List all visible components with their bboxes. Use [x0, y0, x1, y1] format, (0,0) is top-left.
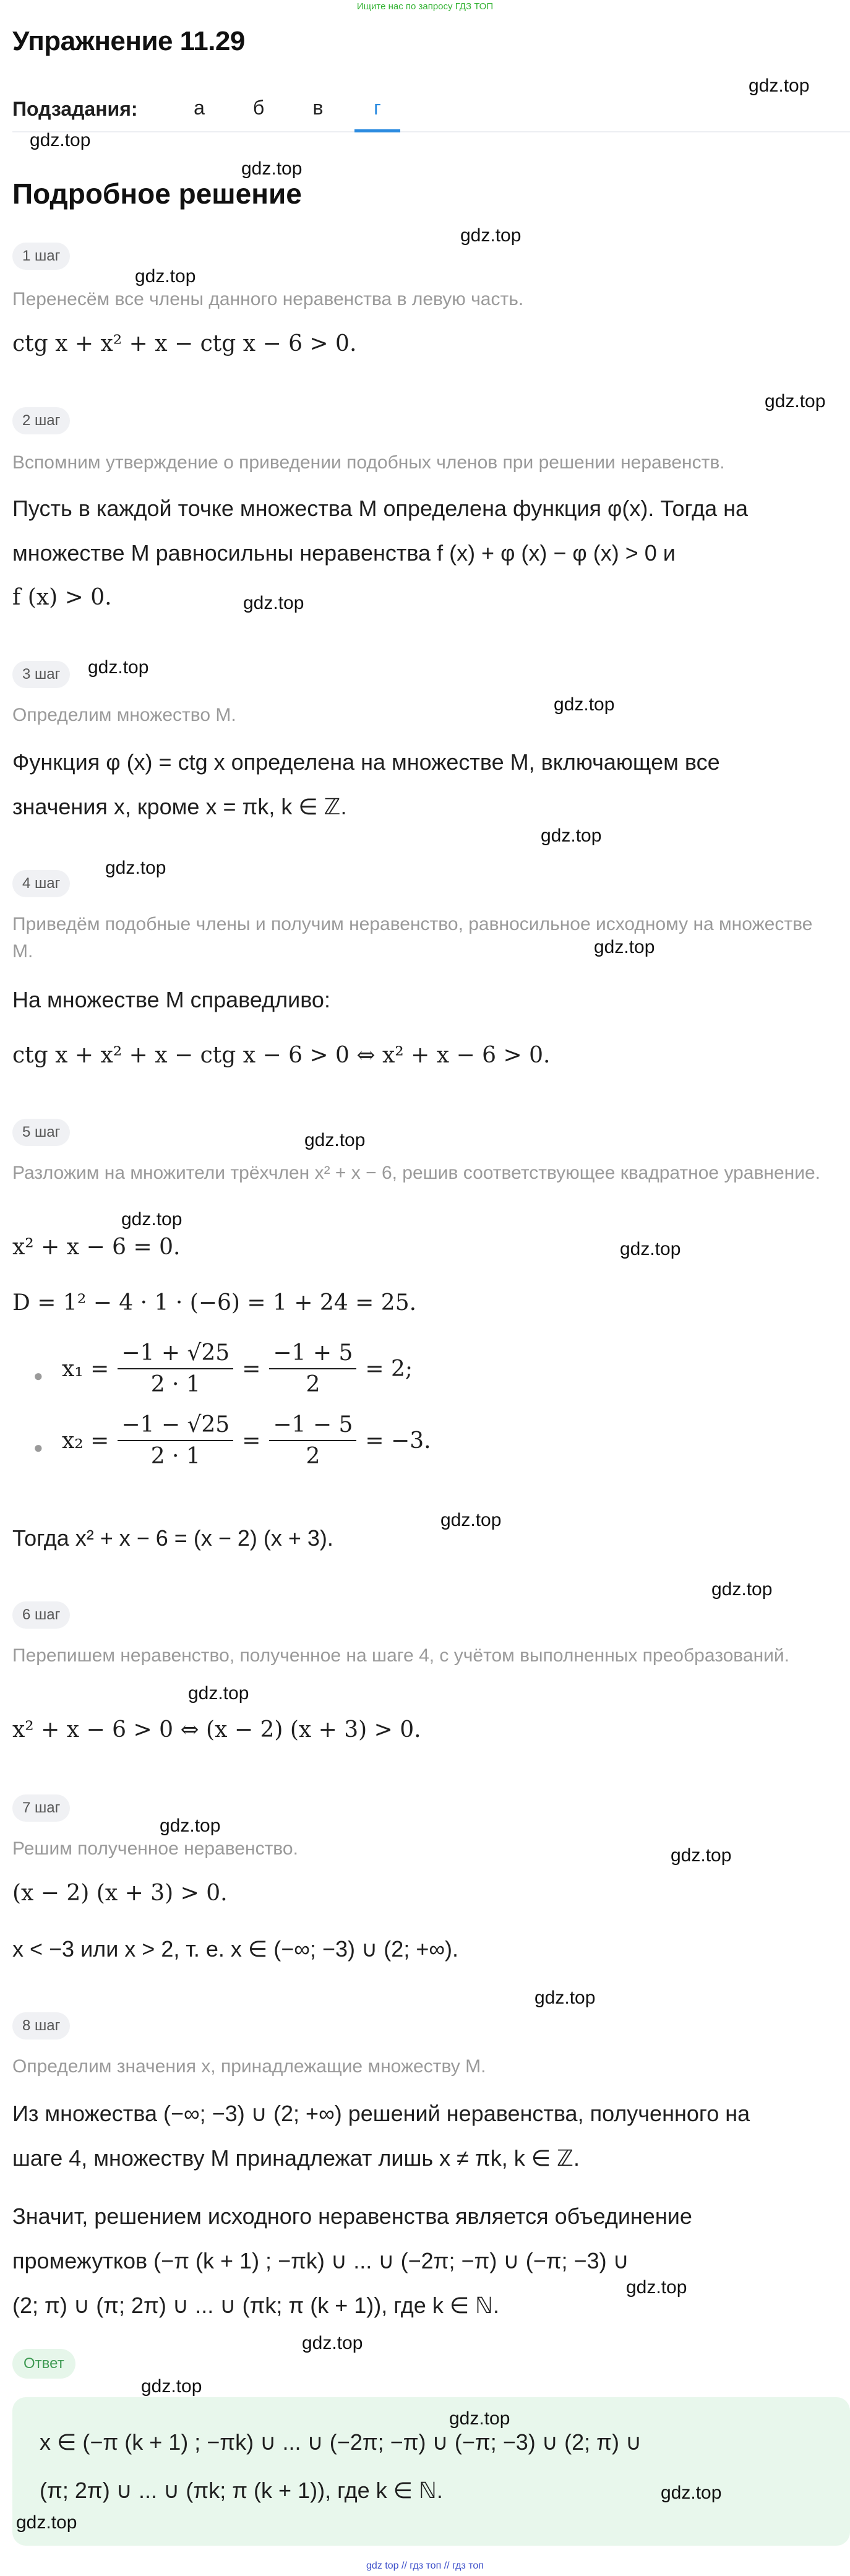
- x1-denominator-2: 2: [306, 1372, 320, 1397]
- watermark: gdz.top: [671, 1845, 732, 1866]
- x1-fraction-1: [118, 1340, 233, 1397]
- root-x2: [62, 1412, 431, 1469]
- x2-equals: =: [242, 1428, 261, 1454]
- answer-line-2: (π; 2π) ∪ ... ∪ (πk; π (k + 1)), где k ∈ ℕ.: [40, 2478, 443, 2503]
- watermark: gdz.top: [135, 266, 196, 286]
- footer-links[interactable]: gdz top // гдз топ // гдз топ: [366, 2561, 484, 2571]
- step-1-hint: Перенесём все члены данного неравенства в левую часть.: [12, 289, 524, 309]
- watermark: gdz.top: [141, 2376, 202, 2397]
- step-6-badge: 6 шаг: [12, 1601, 70, 1629]
- answer-line-1: x ∈ (−π (k + 1) ; −πk) ∪ ... ∪ (−2π; −π) ∪ (−π; −3) ∪ (2; π) ∪: [40, 2429, 642, 2455]
- step-1-badge: 1 шаг: [12, 243, 70, 270]
- step-8-hint: Определим значения x, принадлежащие множеству M.: [12, 2056, 486, 2077]
- x1-equals: =: [242, 1356, 261, 1382]
- watermark: gdz.top: [160, 1816, 221, 1836]
- x2-numerator-2: −1 − 5: [269, 1412, 356, 1441]
- watermark: gdz.top: [749, 75, 810, 96]
- step-4-hint: Приведём подобные члены и получим неравенство, равносильное исходному на множестве M.: [12, 914, 813, 962]
- x1-result: = 2;: [365, 1356, 413, 1382]
- x1-denominator-1: 2 · 1: [150, 1372, 200, 1397]
- step-2-line-2: множестве M равносильны неравенства f (x) + φ (x) − φ (x) > 0 и: [12, 540, 676, 566]
- answer-box: [12, 2397, 850, 2546]
- watermark: gdz.top: [304, 1130, 366, 1150]
- step-1-expression: ctg x + x² + x − ctg x − 6 > 0.: [12, 331, 357, 356]
- watermark: gdz.top: [554, 694, 615, 715]
- step-2-line-1: Пусть в каждой точке множества M определена функция φ(x). Тогда на: [12, 496, 749, 521]
- step-5-discriminant: D = 1² − 4 · 1 · (−6) = 1 + 24 = 25.: [12, 1290, 417, 1316]
- step-2-line-3: f (x) > 0.: [12, 585, 112, 610]
- step-2-badge: 2 шаг: [12, 407, 70, 434]
- watermark: gdz.top: [105, 858, 166, 878]
- step-6-hint: Перепишем неравенство, полученное на шаге 4, с учётом выполненных преобразований.: [12, 1645, 790, 1666]
- root-x1: [62, 1340, 413, 1397]
- page-title: Упражнение 11.29: [12, 26, 245, 56]
- step-3-line-1: Функция φ (x) = ctg x определена на множестве M, включающем все: [12, 749, 720, 775]
- watermark: gdz.top: [541, 825, 602, 846]
- watermark: gdz.top: [440, 1510, 502, 1530]
- step-5-factorization: Тогда x² + x − 6 = (x − 2) (x + 3).: [12, 1525, 333, 1551]
- step-7-solution: x < −3 или x > 2, т. е. x ∈ (−∞; −3) ∪ (2; +∞).: [12, 1936, 459, 1962]
- x2-denominator-1: 2 · 1: [150, 1444, 200, 1469]
- watermark: gdz.top: [626, 2277, 687, 2298]
- x2-denominator-2: 2: [306, 1444, 320, 1469]
- x1-fraction-2: [269, 1340, 356, 1397]
- step-4-line-2: ctg x + x² + x − ctg x − 6 > 0 ⇔ x² + x − 6 > 0.: [12, 1043, 551, 1068]
- bullet-x1: ●: [33, 1366, 43, 1385]
- step-3-line-2: значения x, кроме x = πk, k ∈ ℤ.: [12, 794, 347, 819]
- x1-numerator-1: −1 + √25: [118, 1340, 233, 1369]
- step-3-hint: Определим множество M.: [12, 705, 236, 725]
- x2-lhs: x₂ =: [62, 1428, 109, 1454]
- watermark: gdz.top: [243, 593, 304, 613]
- step-3-badge: 3 шаг: [12, 661, 70, 688]
- watermark: gdz.top: [534, 1988, 596, 2008]
- step-7-badge: 7 шаг: [12, 1794, 70, 1822]
- watermark: gdz.top: [620, 1239, 681, 1259]
- watermark: gdz.top: [711, 1579, 773, 1600]
- step-8-line-4: промежутков (−π (k + 1) ; −πk) ∪ ... ∪ (−2π; −π) ∪ (−π; −3) ∪: [12, 2248, 629, 2273]
- tab-b[interactable]: б: [252, 97, 265, 119]
- watermark: gdz.top: [16, 2512, 77, 2533]
- watermark: gdz.top: [241, 158, 303, 179]
- subtasks-label: Подзадания:: [12, 98, 138, 120]
- x2-fraction-1: [118, 1412, 233, 1469]
- step-4-line-1: На множестве M справедливо:: [12, 987, 330, 1012]
- watermark: gdz.top: [594, 937, 655, 957]
- x2-numerator-1: −1 − √25: [118, 1412, 233, 1441]
- step-8-badge: 8 шаг: [12, 2012, 70, 2040]
- tab-a[interactable]: а: [194, 97, 205, 119]
- step-2-hint: Вспомним утверждение о приведении подобных членов при решении неравенств.: [12, 452, 725, 473]
- watermark: gdz.top: [88, 657, 149, 678]
- section-title: Подробное решение: [12, 178, 302, 210]
- bullet-x2: ●: [33, 1438, 43, 1457]
- x2-fraction-2: [269, 1412, 356, 1469]
- step-8-line-2: шаге 4, множеству M принадлежат лишь x ≠ πk, k ∈ ℤ.: [12, 2145, 580, 2171]
- watermark: gdz.top: [765, 391, 826, 411]
- watermark: gdz.top: [302, 2333, 363, 2353]
- step-7-inequality: (x − 2) (x + 3) > 0.: [12, 1880, 228, 1906]
- step-6-expression: x² + x − 6 > 0 ⇔ (x − 2) (x + 3) > 0.: [12, 1717, 421, 1742]
- x2-result: = −3.: [365, 1428, 431, 1454]
- x1-numerator-2: −1 + 5: [269, 1340, 356, 1369]
- answer-badge: Ответ: [12, 2349, 75, 2379]
- watermark: gdz.top: [30, 130, 91, 150]
- step-4-badge: 4 шаг: [12, 870, 70, 897]
- watermark: gdz.top: [661, 2483, 722, 2503]
- step-5-equation: x² + x − 6 = 0.: [12, 1234, 181, 1260]
- watermark: gdz.top: [188, 1683, 249, 1704]
- step-5-hint: Разложим на множители трёхчлен x² + x − 6, решив соответствующее квадратное уравнение.: [12, 1163, 821, 1183]
- step-8-line-5: (2; π) ∪ (π; 2π) ∪ ... ∪ (πk; π (k + 1)), где k ∈ ℕ.: [12, 2293, 500, 2318]
- step-8-line-3: Значит, решением исходного неравенства является объединение: [12, 2203, 692, 2229]
- watermark: gdz.top: [449, 2408, 510, 2429]
- subtasks-bar: [12, 93, 850, 132]
- watermark: gdz.top: [460, 225, 522, 246]
- step-7-hint: Решим полученное неравенство.: [12, 1838, 298, 1859]
- step-8-line-1: Из множества (−∞; −3) ∪ (2; +∞) решений неравенства, полученного на: [12, 2101, 750, 2126]
- top-note: Ищите нас по запросу ГДЗ ТОП: [356, 1, 494, 12]
- tab-g[interactable]: г: [354, 94, 400, 132]
- tab-v[interactable]: в: [312, 97, 324, 119]
- step-5-badge: 5 шаг: [12, 1119, 70, 1146]
- watermark: gdz.top: [121, 1209, 182, 1230]
- x1-lhs: x₁ =: [62, 1356, 109, 1382]
